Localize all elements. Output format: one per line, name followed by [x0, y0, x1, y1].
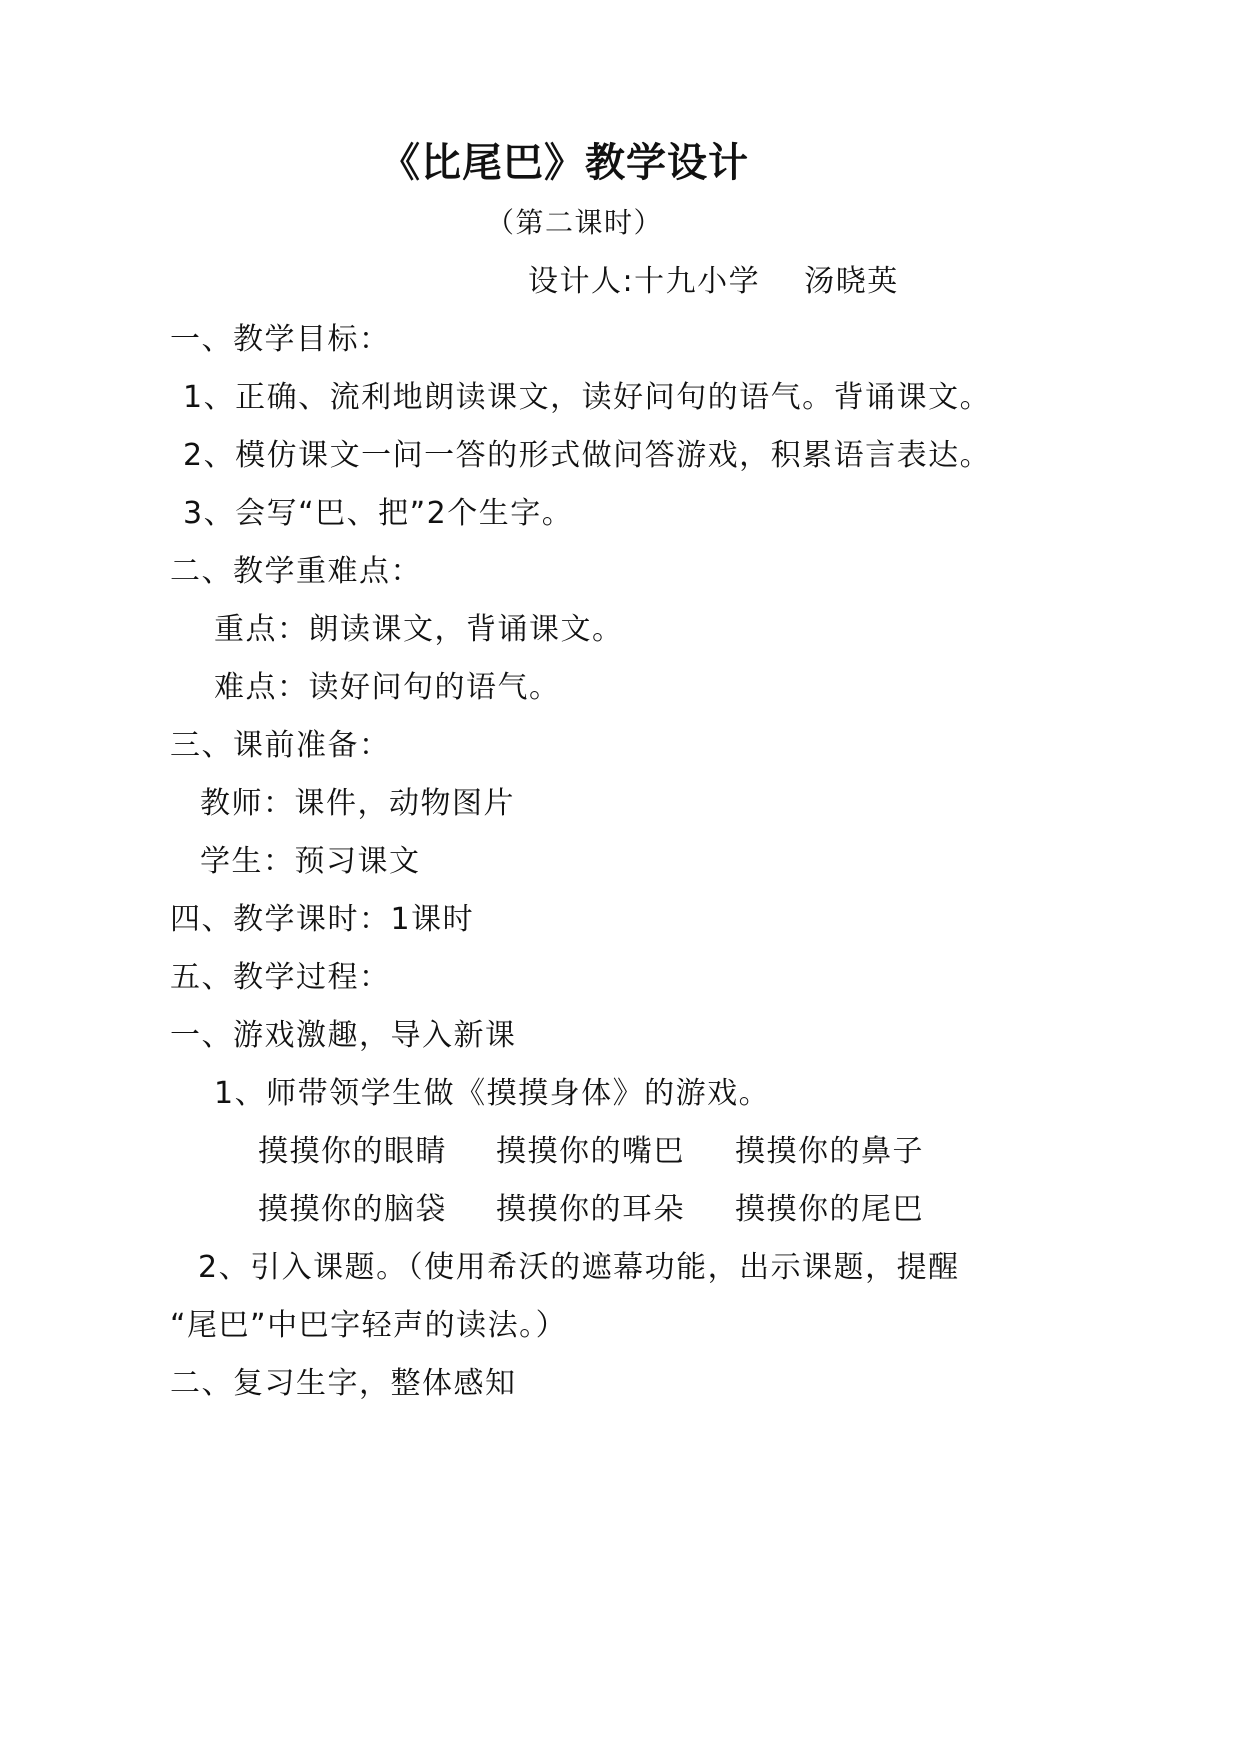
step-item: 2、引入课题。（使用希沃的遮幕功能，出示课题，提醒	[198, 1250, 960, 1285]
game-phrase: 摸摸你的尾巴	[735, 1192, 924, 1227]
game-phrase: 摸摸你的眼睛	[258, 1134, 447, 1169]
section-heading-process: 五、教学过程：	[170, 960, 391, 995]
game-phrase: 摸摸你的鼻子	[735, 1134, 924, 1169]
prep-teacher: 教师：课件，动物图片	[200, 786, 515, 821]
step-item: 1、师带领学生做《摸摸身体》的游戏。	[214, 1076, 771, 1111]
author-line: 设计人:十九小学 汤晓英	[528, 264, 899, 299]
lesson-period: （第二课时）	[486, 206, 664, 239]
game-phrase: 摸摸你的耳朵	[496, 1192, 685, 1227]
step-item-continuation: “尾巴”中巴字轻声的读法。）	[170, 1308, 568, 1343]
document-title: 《比尾巴》教学设计	[380, 140, 749, 186]
game-phrase: 摸摸你的脑袋	[258, 1192, 447, 1227]
game-phrase: 摸摸你的嘴巴	[496, 1134, 685, 1169]
section-heading-preparation: 三、课前准备：	[170, 728, 391, 763]
section-heading-goals: 一、教学目标：	[170, 322, 391, 357]
step-heading: 二、复习生字，整体感知	[170, 1366, 517, 1401]
section-heading-hours: 四、教学课时：1课时	[170, 902, 475, 937]
goal-item: 2、模仿课文一问一答的形式做问答游戏，积累语言表达。	[183, 438, 992, 473]
goal-item: 1、正确、流利地朗读课文，读好问句的语气。背诵课文。	[183, 380, 992, 415]
prep-student: 学生：预习课文	[200, 844, 421, 879]
difficult-point: 难点：读好问句的语气。	[214, 670, 561, 705]
key-point: 重点：朗读课文，背诵课文。	[214, 612, 624, 647]
goal-item: 3、会写“巴、把”2个生字。	[183, 496, 574, 531]
section-heading-key-points: 二、教学重难点：	[170, 554, 422, 589]
step-heading: 一、游戏激趣，导入新课	[170, 1018, 517, 1053]
